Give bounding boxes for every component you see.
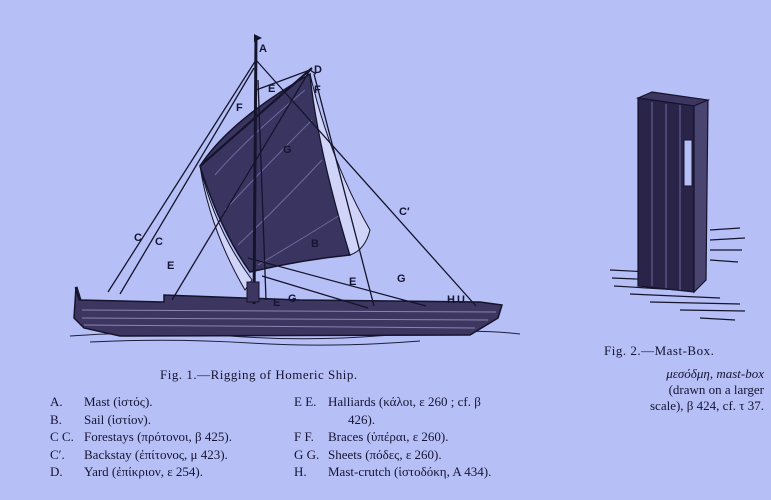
legend-right	[294, 393, 491, 481]
legend-row	[50, 428, 232, 446]
mast-box-block	[638, 92, 708, 292]
figure-2-description	[614, 366, 764, 414]
label-c-2: C	[155, 236, 163, 248]
legend-key: C′.	[50, 446, 65, 462]
legend-text: Backstay (ἐπίτονος, μ 423).	[84, 446, 228, 462]
label-f-left: F	[236, 102, 243, 114]
label-e-top: E	[268, 83, 276, 95]
legend-row	[50, 393, 232, 411]
legend-text: Forestays (πρότονοι, β 425).	[84, 429, 233, 444]
label-d: D	[314, 64, 322, 76]
legend-text: Yard (ἐπίκριον, ε 254).	[84, 464, 203, 479]
legend-text: Mast-crutch (ἱστοδόκη, Α 434).	[328, 464, 492, 479]
sail	[200, 74, 370, 290]
figure-1-caption: Fig. 1.—Rigging of Homeric Ship.	[160, 367, 358, 382]
mast-box-figure	[590, 80, 760, 340]
label-a: A	[259, 43, 267, 55]
legend-left	[50, 393, 232, 481]
label-e-left: E	[167, 260, 175, 272]
figure-2-description-line: scale), β 424, cf. τ 37.	[650, 398, 764, 413]
legend-key: D.	[50, 464, 63, 479]
label-g-sail: G	[283, 144, 292, 156]
legend-text: Mast (ἱστός).	[84, 394, 153, 409]
legend-key: C C.	[50, 429, 74, 444]
legend-text: Sail (ἱστίον).	[84, 411, 151, 427]
legend-text: Halliards (κάλοι, ε 260 ; cf. β	[328, 394, 481, 409]
label-e-right: E	[349, 276, 357, 288]
label-h: H	[447, 294, 455, 306]
legend-text: 426).	[348, 411, 376, 427]
legend-key: A.	[50, 394, 63, 409]
legend-text: Sheets (πόδες, ε 260).	[328, 446, 442, 462]
legend-key: H.	[294, 464, 307, 479]
label-f-upper: F	[314, 84, 321, 96]
legend-key: F F.	[294, 429, 314, 444]
figure-2-description-line: μεσόδμη, mast-box	[666, 366, 764, 381]
label-c-1: C	[134, 232, 142, 244]
legend-key: E E.	[294, 394, 317, 409]
figure-2-caption: Fig. 2.—Mast-Box.	[604, 343, 715, 358]
label-g-bottom: G	[288, 293, 297, 305]
label-b: B	[311, 238, 319, 250]
legend-row	[294, 463, 491, 481]
legend-text: Braces (ὑπέραι, ε 260).	[328, 429, 449, 444]
legend-key: G G.	[294, 446, 320, 462]
label-u: U	[457, 294, 465, 306]
legend-row	[294, 393, 491, 411]
legend-row-continuation	[294, 411, 491, 429]
figure-2-description-line: (drawn on a larger	[668, 382, 764, 397]
legend-row	[50, 446, 232, 464]
legend-row	[294, 446, 491, 464]
legend-row	[50, 463, 232, 481]
label-c-prime: C′	[399, 206, 410, 218]
legend-row	[294, 428, 491, 446]
label-e-bottom: E	[273, 297, 281, 309]
legend-row	[50, 411, 232, 429]
label-g-right: G	[397, 273, 406, 285]
legend-key: B.	[50, 411, 62, 427]
